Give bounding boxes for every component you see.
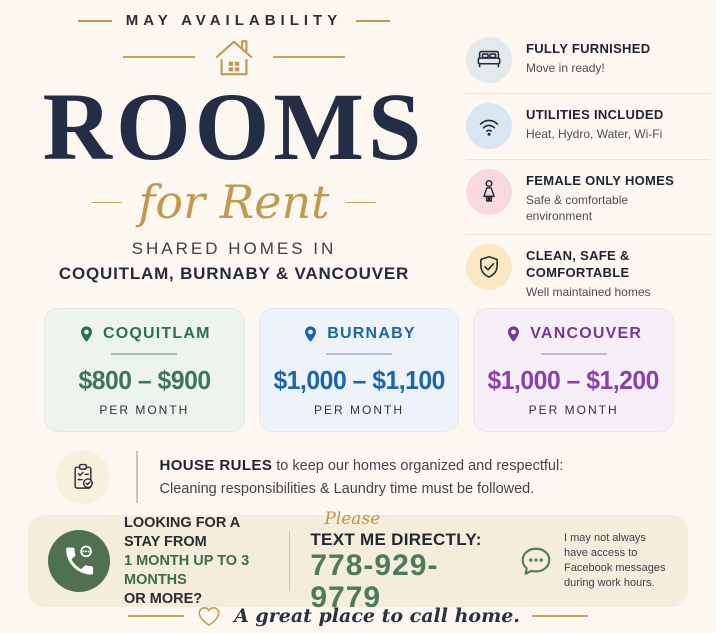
stay-text <box>124 514 275 609</box>
card-divider <box>326 353 392 355</box>
shared-homes-line: SHARED HOMES IN <box>131 239 337 259</box>
feature-clean-safe <box>466 234 710 310</box>
contact-block <box>304 509 503 614</box>
price-range: $1,000 – $1,200 <box>487 365 660 395</box>
feature-female-only <box>466 159 710 234</box>
pricing-card-vancouver <box>473 308 674 432</box>
phone-number: 778-929-9779 <box>310 548 439 614</box>
title-block <box>0 12 468 284</box>
feature-subtitle: Well maintained homes <box>526 285 651 299</box>
feature-title: FEMALE ONLY HOMES <box>526 173 675 188</box>
pricing-card-burnaby <box>259 308 460 432</box>
script-subtitle: for Rent <box>138 175 330 230</box>
footer-tagline: A great place to call home. <box>234 605 520 627</box>
clipboard-check-icon <box>56 450 110 504</box>
feature-title: UTILITIES INCLUDED <box>526 107 664 122</box>
pricing-card-coquitlam <box>44 308 245 432</box>
chat-bubble-icon <box>517 542 555 580</box>
house-line-left <box>123 56 195 58</box>
rules-title: HOUSE RULES <box>159 456 273 474</box>
female-icon <box>466 169 512 215</box>
house-line-right <box>273 56 345 58</box>
rules-text <box>160 454 564 501</box>
eyebrow-text: MAY AVAILABILITY <box>125 12 343 29</box>
features-list <box>466 28 710 310</box>
card-head <box>268 324 451 344</box>
script-dash-right <box>346 202 376 204</box>
text-me-label: TEXT ME DIRECTLY: <box>310 529 482 549</box>
rules-divider <box>136 451 138 503</box>
feature-text <box>526 103 664 142</box>
main-title: ROOMS <box>42 73 426 180</box>
feature-utilities <box>466 93 710 159</box>
bed-icon <box>466 37 512 83</box>
eyebrow-dash-left <box>78 20 112 22</box>
card-divider <box>541 353 607 355</box>
per-month-label: PER MONTH <box>528 403 619 417</box>
footer-dash-left <box>128 615 184 617</box>
city-name: COQUITLAM <box>102 325 211 342</box>
eyebrow-row <box>0 12 468 29</box>
feature-subtitle: Move in ready! <box>526 61 605 75</box>
script-row <box>0 176 468 229</box>
rules-line1: to keep our homes organized and respectful: <box>272 457 564 474</box>
feature-fully-furnished <box>466 28 710 93</box>
footer-dash-right <box>532 615 588 617</box>
stay-line1: LOOKING FOR A STAY FROM <box>124 514 240 550</box>
disclaimer-text: I may not always have access to Facebook messages during work hours. <box>564 532 666 589</box>
price-range: $800 – $900 <box>78 365 211 395</box>
rules-line2: Cleaning responsibilities & Laundry time must be followed. <box>159 480 535 497</box>
card-head <box>482 324 665 344</box>
card-head <box>53 324 236 344</box>
shield-check-icon <box>466 244 512 290</box>
feature-text <box>526 37 650 76</box>
cities-line: COQUITLAM, BURNABY & VANCOUVER <box>58 264 410 284</box>
banner-divider <box>289 531 290 591</box>
per-month-label: PER MONTH <box>99 403 190 417</box>
stay-line3: OR MORE? <box>124 590 203 607</box>
phone-icon <box>48 530 110 592</box>
script-dash-left <box>92 202 122 204</box>
feature-title: CLEAN, SAFE & COMFORTABLE <box>526 248 630 280</box>
location-pin-icon <box>302 324 319 344</box>
price-range: $1,000 – $1,100 <box>273 365 445 395</box>
wifi-icon <box>466 103 512 149</box>
stay-line2: 1 MONTH UP TO 3 MONTHS <box>124 552 250 588</box>
eyebrow-dash-right <box>356 20 390 22</box>
city-name: BURNABY <box>327 325 416 342</box>
feature-subtitle: Heat, Hydro, Water, Wi-Fi <box>526 127 663 141</box>
location-pin-icon <box>505 324 522 344</box>
feature-text <box>526 244 694 300</box>
pricing-cards <box>44 308 674 432</box>
location-pin-icon <box>78 324 95 344</box>
contact-banner <box>28 508 688 614</box>
city-name: VANCOUVER <box>530 325 643 342</box>
please-label: Please <box>324 508 381 529</box>
card-divider <box>111 353 177 355</box>
footer-tagline-row <box>0 604 716 628</box>
heart-icon <box>196 604 222 628</box>
feature-title: FULLY FURNISHED <box>526 41 651 56</box>
house-rules-section <box>56 450 563 504</box>
disclaimer-wrap <box>517 531 672 591</box>
feature-text <box>526 169 686 224</box>
per-month-label: PER MONTH <box>314 403 404 417</box>
feature-subtitle: Safe & comfortable environment <box>526 193 629 223</box>
